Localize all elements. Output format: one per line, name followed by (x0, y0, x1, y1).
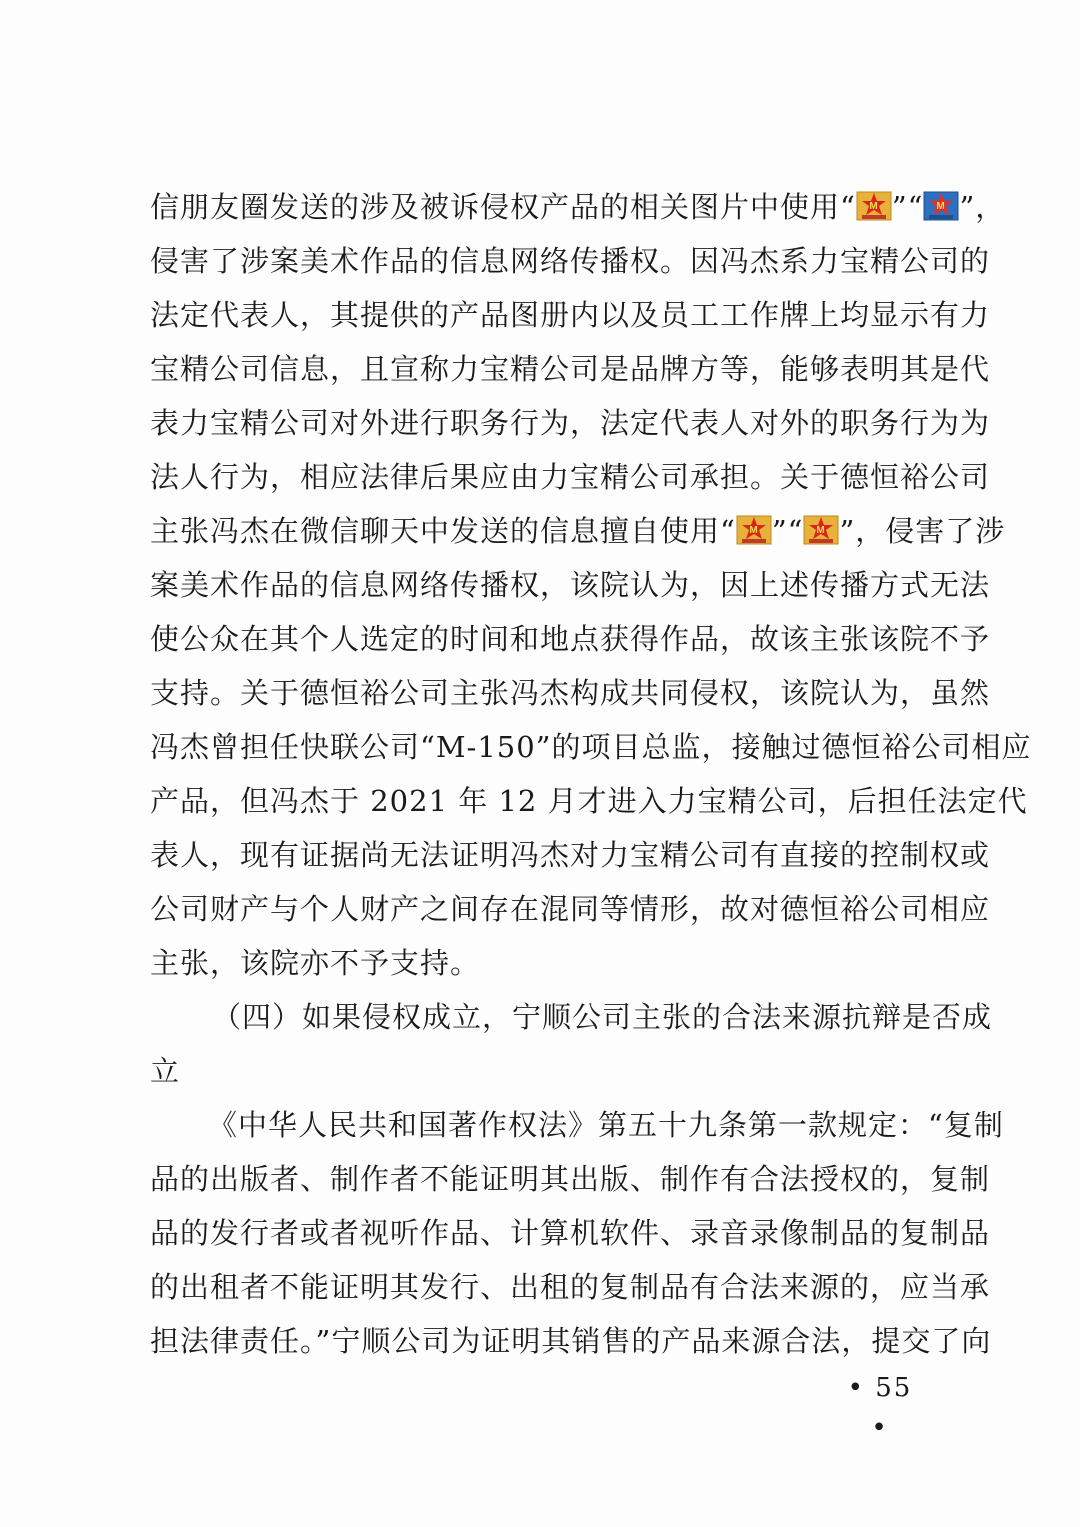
text-line-11: 冯杰曾担任快联公司“M-150”的项目总监，接触过德恒裕公司相应 (150, 730, 1032, 764)
text-line-8: 案美术作品的信息网络传播权，该院认为，因上述传播方式无法 (150, 568, 991, 602)
m150-logo-blue-icon (923, 191, 959, 221)
text-line-5: 表力宝精公司对外进行职务行为，法定代表人对外的职务行为为 (150, 406, 991, 440)
m150-logo-red-icon (736, 515, 772, 545)
text-line-7-segment-a: 主张冯杰在微信聊天中发送的信息擅自使用“ (150, 514, 736, 548)
text-line-7-segment-b: ”，侵害了涉 (839, 514, 1006, 548)
text-line-7 (150, 504, 1006, 558)
text-line-1-segment-b: ”， (959, 190, 1006, 224)
text-line-9: 使公众在其个人选定的时间和地点获得作品，故该主张该院不予 (150, 622, 991, 656)
m150-logo-red-icon (803, 515, 839, 545)
svg-text:M: M (936, 201, 947, 212)
text-line-18: 《中华人民共和国著作权法》第五十九条第一款规定：“复制 (208, 1108, 1004, 1142)
text-line-19: 品的出版者、制作者不能证明其出版、制作有合法授权的，复制 (150, 1162, 991, 1196)
section-heading-continued: 立 (150, 1054, 181, 1088)
svg-text:M: M (749, 525, 759, 536)
svg-text:M: M (816, 525, 827, 536)
text-line-2: 侵害了涉案美术作品的信息网络传播权。因冯杰系力宝精公司的 (150, 244, 991, 278)
logo-separator: ”“ (891, 190, 924, 224)
text-line-10: 支持。关于德恒裕公司主张冯杰构成共同侵权，该院认为，虽然 (150, 676, 991, 710)
text-line-22: 担法律责任。”宁顺公司为证明其销售的产品来源合法，提交了向 (150, 1324, 992, 1358)
text-line-12: 产品，但冯杰于 2021 年 12 月才进入力宝精公司，后担任法定代 (150, 784, 1028, 818)
logo-separator: ”“ (771, 514, 804, 548)
m150-logo-red-icon (856, 191, 892, 221)
text-line-3: 法定代表人，其提供的产品图册内以及员工工作牌上均显示有力 (150, 298, 991, 332)
text-line-6: 法人行为，相应法律后果应由力宝精公司承担。关于德恒裕公司 (150, 460, 991, 494)
text-line-13: 表人，现有证据尚无法证明冯杰对力宝精公司有直接的控制权或 (150, 838, 991, 872)
section-heading: （四）如果侵权成立，宁顺公司主张的合法来源抗辩是否成 (212, 1000, 993, 1034)
text-line-1-segment-a: 信朋友圈发送的涉及被诉侵权产品的相关图片中使用“ (150, 190, 856, 224)
text-line-21: 的出租者不能证明其发行、出租的复制品有合法来源的，应当承 (150, 1270, 991, 1304)
text-line-14: 公司财产与个人财产之间存在混同等情形，故对德恒裕公司相应 (150, 892, 991, 926)
text-line-4: 宝精公司信息，且宣称力宝精公司是品牌方等，能够表明其是代 (150, 352, 991, 386)
text-line-15: 主张，该院亦不予支持。 (150, 946, 481, 980)
text-line-1 (150, 180, 1006, 234)
svg-text:M: M (869, 201, 879, 212)
page-number: • 55 • (847, 1373, 913, 1443)
text-line-20: 品的发行者或者视听作品、计算机软件、录音录像制品的复制品 (150, 1216, 991, 1250)
